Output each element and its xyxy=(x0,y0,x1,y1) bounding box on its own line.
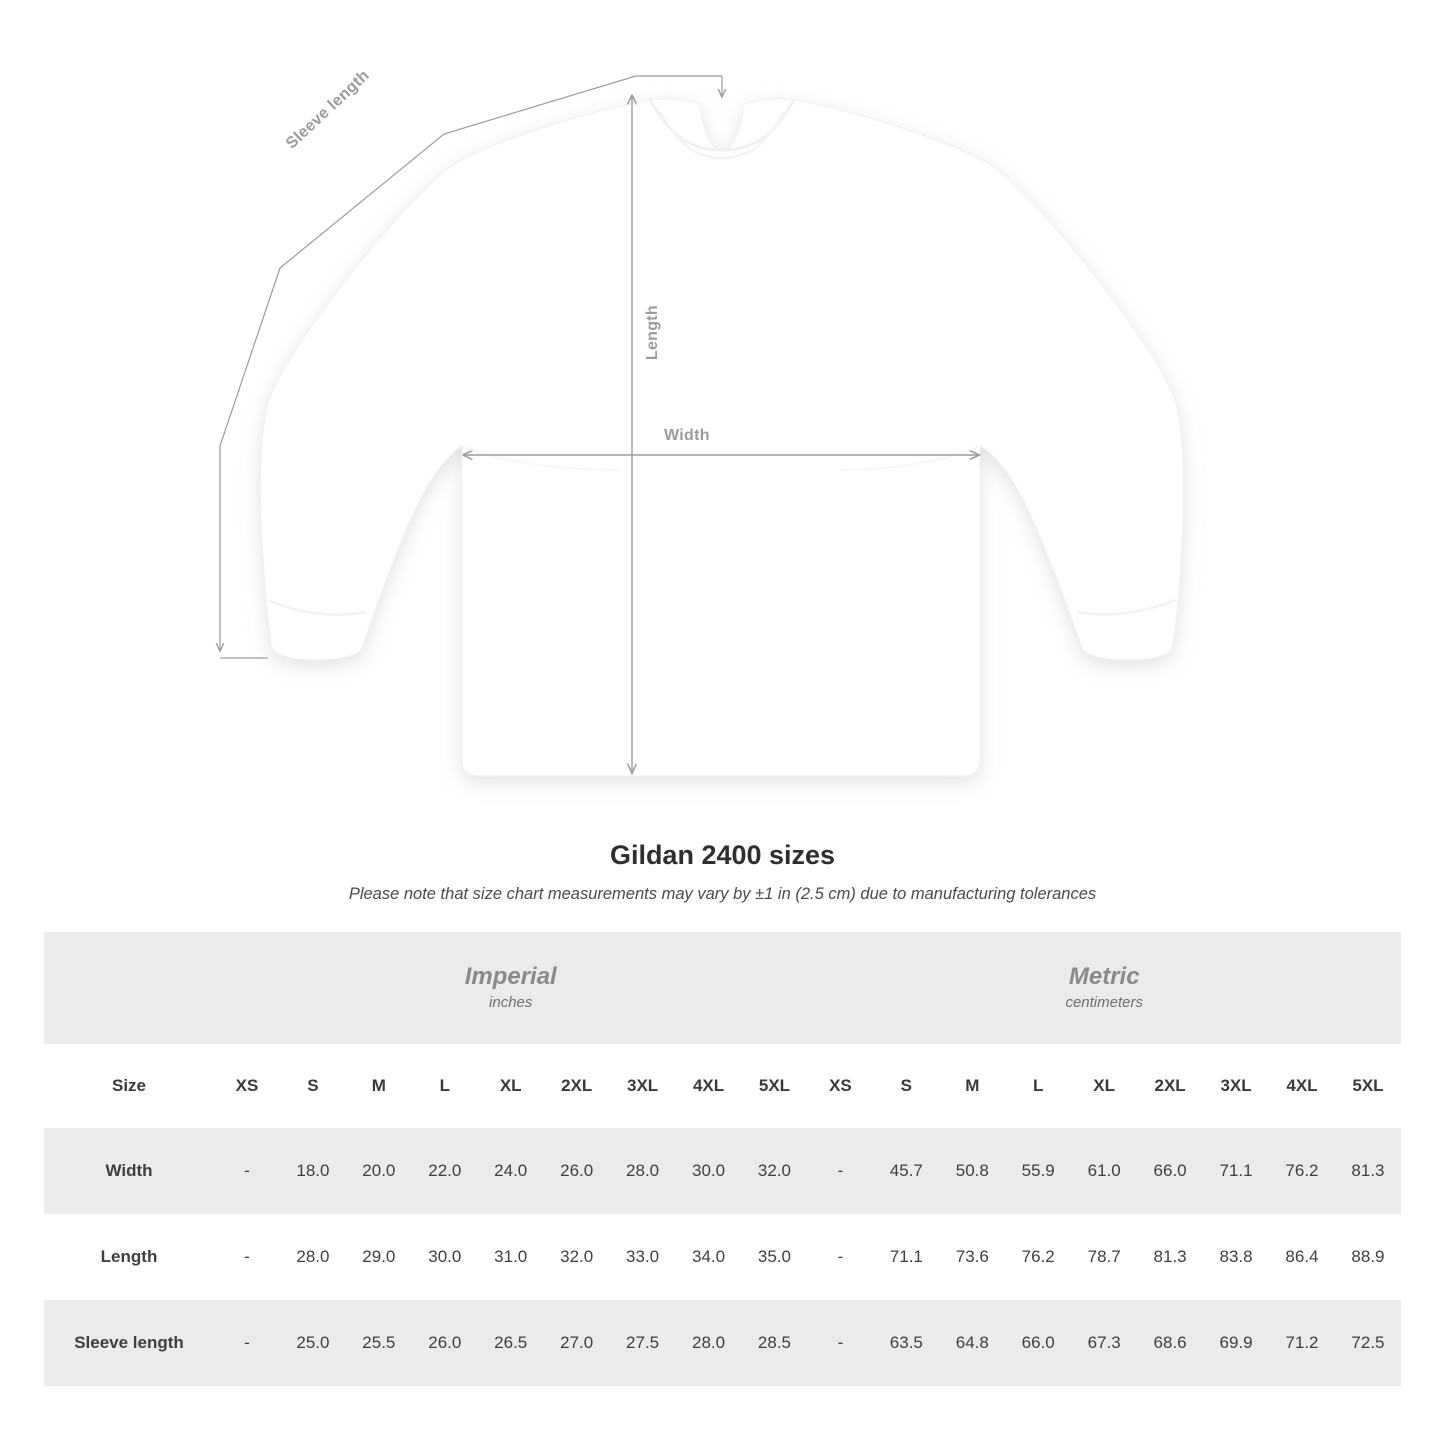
measurement-value: 61.0 xyxy=(1071,1128,1137,1214)
size-header-cell: 2XL xyxy=(1137,1044,1203,1128)
measurement-value: 88.9 xyxy=(1335,1214,1401,1300)
measurement-value: 45.7 xyxy=(873,1128,939,1214)
measurement-value: 34.0 xyxy=(676,1214,742,1300)
measurement-value: 81.3 xyxy=(1335,1128,1401,1214)
size-header-cell: S xyxy=(873,1044,939,1128)
size-header-cell: 2XL xyxy=(544,1044,610,1128)
size-header-cell: M xyxy=(346,1044,412,1128)
measurement-value: 35.0 xyxy=(742,1214,808,1300)
size-header-cell: S xyxy=(280,1044,346,1128)
size-header-row xyxy=(44,1044,1401,1128)
measurement-value: 27.5 xyxy=(610,1300,676,1386)
length-label: Length xyxy=(644,305,661,361)
measurement-value: 26.5 xyxy=(478,1300,544,1386)
size-header-cell: 4XL xyxy=(1269,1044,1335,1128)
table-row xyxy=(44,1300,1401,1386)
measurement-value: 72.5 xyxy=(1335,1300,1401,1386)
measurement-value: - xyxy=(807,1214,873,1300)
measurement-label: Length xyxy=(44,1214,214,1300)
width-label: Width xyxy=(664,427,710,444)
measurement-value: - xyxy=(807,1300,873,1386)
size-header-cell: XL xyxy=(1071,1044,1137,1128)
size-header-cell: 5XL xyxy=(1335,1044,1401,1128)
unit-group-subtitle: inches xyxy=(489,993,533,1011)
measurement-value: 30.0 xyxy=(676,1128,742,1214)
measurement-value: 64.8 xyxy=(939,1300,1005,1386)
size-header-cell: XS xyxy=(214,1044,280,1128)
measurement-value: 83.8 xyxy=(1203,1214,1269,1300)
measurement-value: 29.0 xyxy=(346,1214,412,1300)
unit-header-spacer xyxy=(44,932,214,1044)
size-header-cell: 4XL xyxy=(676,1044,742,1128)
measurement-value: 71.2 xyxy=(1269,1300,1335,1386)
title-block xyxy=(0,840,1445,904)
measurement-label: Width xyxy=(44,1128,214,1214)
measurement-value: 50.8 xyxy=(939,1128,1005,1214)
measurement-value: 22.0 xyxy=(412,1128,478,1214)
measurement-value: - xyxy=(214,1300,280,1386)
measurement-value: 32.0 xyxy=(742,1128,808,1214)
measurement-value: 28.0 xyxy=(610,1128,676,1214)
measurement-value: 31.0 xyxy=(478,1214,544,1300)
unit-group-header xyxy=(214,932,807,1044)
measurement-value: 25.5 xyxy=(346,1300,412,1386)
sleeve-length-label: Sleeve length xyxy=(283,66,373,153)
measurement-value: 30.0 xyxy=(412,1214,478,1300)
measurement-value: - xyxy=(214,1214,280,1300)
size-chart-table-wrap xyxy=(0,932,1445,1386)
size-header-cell: 3XL xyxy=(1203,1044,1269,1128)
unit-group-subtitle: centimeters xyxy=(1065,993,1143,1011)
unit-group-name: Metric xyxy=(1068,962,1140,990)
measurement-value: 67.3 xyxy=(1071,1300,1137,1386)
measurement-value: 71.1 xyxy=(1203,1128,1269,1214)
measurement-value: 69.9 xyxy=(1203,1300,1269,1386)
measurement-value: 76.2 xyxy=(1005,1214,1071,1300)
measurement-value: 18.0 xyxy=(280,1128,346,1214)
table-row xyxy=(44,1128,1401,1214)
measurement-value: 25.0 xyxy=(280,1300,346,1386)
measurement-value: 26.0 xyxy=(544,1128,610,1214)
size-header-cell: M xyxy=(939,1044,1005,1128)
measurement-value: 78.7 xyxy=(1071,1214,1137,1300)
size-header-cell: 3XL xyxy=(610,1044,676,1128)
measurement-value: 28.0 xyxy=(676,1300,742,1386)
measurement-value: 86.4 xyxy=(1269,1214,1335,1300)
measurement-value: 76.2 xyxy=(1269,1128,1335,1214)
measurement-value: 68.6 xyxy=(1137,1300,1203,1386)
table-row xyxy=(44,1214,1401,1300)
measurement-value: 66.0 xyxy=(1005,1300,1071,1386)
measurement-value: 33.0 xyxy=(610,1214,676,1300)
size-header-cell: L xyxy=(412,1044,478,1128)
measurement-value: 27.0 xyxy=(544,1300,610,1386)
measurement-value: - xyxy=(807,1128,873,1214)
measurement-value: 20.0 xyxy=(346,1128,412,1214)
shirt-shape xyxy=(260,99,1183,776)
size-header-cell: L xyxy=(1005,1044,1071,1128)
tolerance-note: Please note that size chart measurements may vary by ±1 in (2.5 cm) due to manufacturing tolerances xyxy=(348,885,1097,903)
size-header-cell: XL xyxy=(478,1044,544,1128)
size-header-cell: XS xyxy=(807,1044,873,1128)
measurement-value: 73.6 xyxy=(939,1214,1005,1300)
measurement-label: Sleeve length xyxy=(44,1300,214,1386)
size-header-cell: 5XL xyxy=(742,1044,808,1128)
unit-header-row xyxy=(44,932,1401,1044)
measurement-value: 32.0 xyxy=(544,1214,610,1300)
measurement-value: 55.9 xyxy=(1005,1128,1071,1214)
size-chart-table xyxy=(44,932,1401,1386)
page-title: Gildan 2400 sizes xyxy=(609,840,836,870)
measurement-value: - xyxy=(214,1128,280,1214)
size-column-header: Size xyxy=(44,1044,214,1128)
measurement-value: 24.0 xyxy=(478,1128,544,1214)
unit-group-name: Imperial xyxy=(464,962,557,990)
measurement-value: 26.0 xyxy=(412,1300,478,1386)
unit-group-header xyxy=(807,932,1401,1044)
measurement-value: 66.0 xyxy=(1137,1128,1203,1214)
measurement-value: 81.3 xyxy=(1137,1214,1203,1300)
measurement-value: 63.5 xyxy=(873,1300,939,1386)
measurement-value: 71.1 xyxy=(873,1214,939,1300)
measurement-value: 28.5 xyxy=(742,1300,808,1386)
measurement-value: 28.0 xyxy=(280,1214,346,1300)
